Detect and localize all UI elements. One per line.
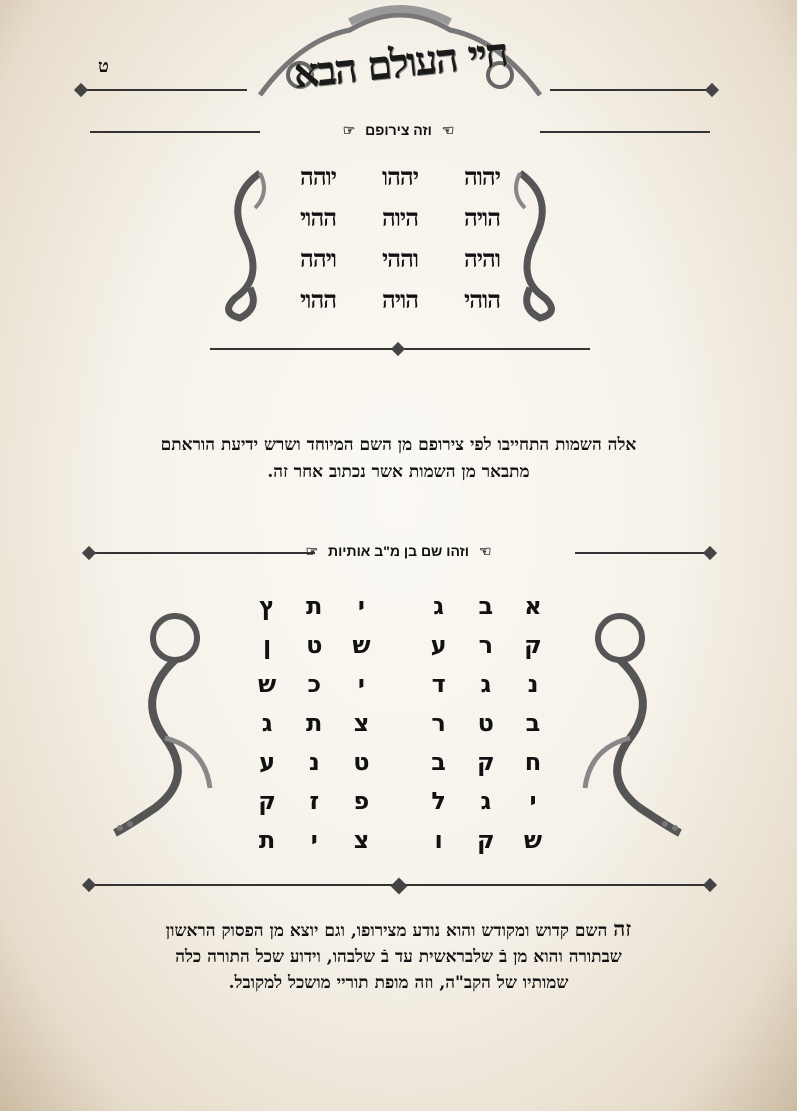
line-text: השם קדוש ומקודש והוא נודע מצירופו, וגם יוצא מן הפסוק הראשון (165, 921, 614, 941)
center-ornament-icon (391, 342, 405, 356)
name: יהוה (463, 162, 500, 191)
letter: ב (431, 748, 446, 776)
name: והיה (463, 244, 500, 273)
letter: כ (307, 670, 322, 698)
letter: ו (434, 826, 443, 854)
flourish-ornament-icon (215, 168, 275, 323)
paragraph-line: מתבאר מן השמות אשר נכתוב אחר זה. (267, 462, 530, 482)
names-row (300, 285, 500, 326)
letter: ש (352, 631, 371, 659)
name: הויה (463, 203, 500, 232)
letter: ט (306, 631, 323, 659)
paragraph-line (60, 916, 737, 944)
title-logo (240, 0, 560, 100)
letter: ג (433, 592, 444, 620)
paragraph-holy-name (60, 916, 737, 996)
name: יוהה (300, 162, 337, 191)
letters-row (250, 670, 550, 709)
names-row (300, 162, 500, 203)
letter: ט (477, 709, 494, 737)
letter: י (310, 826, 318, 854)
letter: ן (262, 631, 272, 659)
section-label-combinations (0, 122, 797, 139)
pointing-hand-icon: ☞ (342, 122, 356, 138)
name: ההוי (300, 203, 337, 232)
letter: ח (524, 748, 542, 776)
letter: ב (478, 592, 494, 620)
diamond-ornament-icon (74, 83, 88, 97)
letter: ת (258, 826, 276, 854)
letter: פ (353, 787, 370, 815)
name: הויה (381, 285, 419, 314)
name: וההי (381, 244, 419, 273)
letter: ג (261, 709, 273, 737)
letter: ע (430, 631, 447, 659)
name: הוהי (463, 285, 500, 314)
letter: ת (306, 592, 323, 620)
name: ההוי (300, 285, 337, 314)
diamond-ornament-icon (82, 878, 96, 892)
paragraph-names-explanation (60, 432, 737, 486)
diamond-ornament-icon (703, 878, 717, 892)
pointing-hand-icon: ☜ (478, 543, 492, 559)
letter: נ (308, 748, 320, 776)
section-label-42-letter-name (0, 543, 797, 560)
logo-text: חיי העולם הבא (291, 28, 509, 99)
letter: ק (524, 631, 542, 659)
paragraph-line: שמותיו של הקב"ה, וזה מופת תוריי מושכל למקובל. (228, 973, 569, 993)
letter: ז (309, 787, 320, 815)
letter: ר (478, 631, 494, 659)
letter: י (357, 670, 365, 698)
page-number: ט (98, 56, 109, 77)
letters-row (250, 748, 550, 787)
name-combinations-grid (300, 162, 500, 326)
letter: ט (353, 748, 370, 776)
letter: ע (259, 748, 276, 776)
center-ornament-icon (391, 878, 408, 895)
letter: צ (353, 826, 370, 854)
letter: נ (527, 670, 539, 698)
letter: ר (431, 709, 446, 737)
letter: י (529, 787, 537, 815)
letter: ב (525, 709, 541, 737)
letters-row (250, 709, 550, 748)
letter: ג (480, 670, 492, 698)
letters-row (250, 631, 550, 670)
name: ויהה (300, 244, 337, 273)
pointing-hand-icon: ☞ (305, 543, 319, 559)
section-title: וזה צירופם (365, 122, 432, 138)
letter: צ (353, 709, 370, 737)
letter: ת (306, 709, 323, 737)
letters-row (250, 787, 550, 826)
name: יההו (381, 162, 419, 191)
letter: א (524, 592, 542, 620)
pointing-hand-icon: ☜ (441, 122, 455, 138)
letters-row (250, 592, 550, 631)
name: היוה (381, 203, 419, 232)
letter: ג (480, 787, 492, 815)
letter: ש (523, 826, 543, 854)
header-rule-left (82, 89, 247, 91)
paragraph-line: אלה השמות התחייבו לפי צירופם מן השם המיוחד ושרש ידיעת הוראתם (160, 435, 637, 455)
letters-row (250, 826, 550, 865)
42-letter-name-grid (250, 592, 550, 865)
flourish-ornament-icon (575, 598, 690, 843)
letter: ץ (259, 592, 275, 620)
letter: ק (476, 748, 495, 776)
section-title: וזהו שם בן מ"ב אותיות (328, 543, 469, 559)
letter: ל (431, 787, 446, 815)
letter: ק (258, 787, 276, 815)
header-rule-right (550, 89, 710, 91)
letter: ד (431, 670, 446, 698)
flourish-ornament-icon (505, 168, 565, 323)
flourish-ornament-icon (105, 598, 220, 843)
letter: ק (476, 826, 495, 854)
letter: י (357, 592, 365, 620)
names-row (300, 203, 500, 244)
names-row (300, 244, 500, 285)
first-word: זה (613, 916, 632, 941)
letter: ש (257, 670, 277, 698)
diamond-ornament-icon (705, 83, 719, 97)
paragraph-line: שבתורה והוא מן בֿ שלבראשית עד בֿ שלבהו, וידוע שכל התורה כלה (175, 947, 622, 967)
